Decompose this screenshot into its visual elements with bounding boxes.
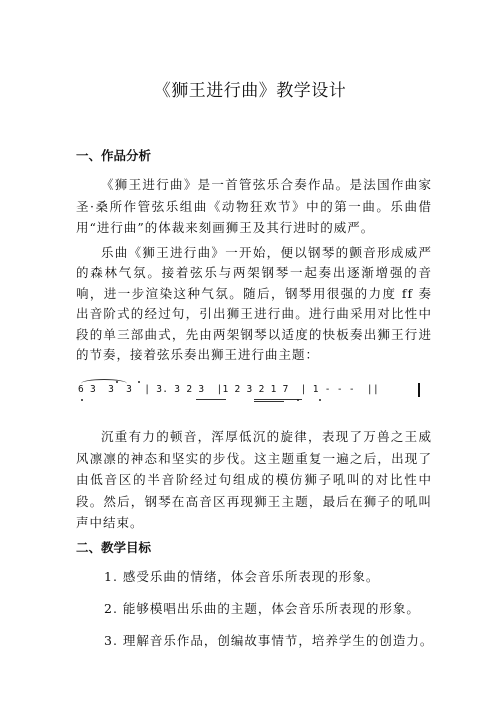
analysis-paragraph-3: 沉重有力的顿音，浑厚低沉的旋律，表现了万兽之王威风凛凛的神态和坚实的步伐。这主题重复一遍之后，出现了由低音区的半音阶经过句组成的模仿狮子吼叫的对比性中段。然后，钢琴在高音区再现狮王主题，最后在狮子的吼叫声中结束。 — [76, 429, 432, 531]
score-lower-octave-dot — [81, 399, 83, 401]
score-lower-octave-dot — [319, 399, 321, 401]
music-score-theme — [78, 378, 432, 404]
score-beam — [196, 399, 226, 400]
score-staccato-dot — [116, 381, 118, 383]
section-heading-objectives: 二、教学目标 — [76, 540, 152, 555]
score-final-barline — [418, 383, 420, 397]
score-staccato-dot — [138, 381, 140, 383]
objective-item-1: 1. 感受乐曲的情绪，体会音乐所表现的形象。 — [104, 569, 380, 584]
objective-item-2: 2. 能够模唱出乐曲的主题，体会音乐所表现的形象。 — [104, 601, 420, 616]
objective-item-3: 3. 理解音乐作品，创编故事情节，培养学生的创造力。 — [104, 633, 434, 648]
score-notation: 6 3 3 3 | 3. 3 2 3 |1 2 3 2 1 7 | 1 - - - || — [78, 384, 379, 395]
score-beam — [254, 399, 302, 400]
score-beam — [254, 401, 284, 402]
analysis-paragraph-1: 《狮王进行曲》是一首管弦乐合奏作品。是法国作曲家圣·桑所作管弦乐组曲《动物狂欢节》中的第一曲。乐曲借用“进行曲”的体裁来刻画狮王及其行进时的威严。 — [76, 177, 432, 236]
section-heading-analysis: 一、作品分析 — [76, 148, 152, 163]
document-title: 《狮王进行曲》教学设计 — [153, 81, 347, 101]
score-lower-octave-dot — [297, 399, 299, 401]
analysis-paragraph-2: 乐曲《狮王进行曲》一开始，便以钢琴的颤音形成威严的森林气氛。接着弦乐与两架钢琴一起奏出逐渐增强的音响，进一步渲染这种气氛。随后，钢琴用很强的力度 ff 奏出音阶式的经过句，引出狮王进行曲。进行曲采用对比性中段的单三部曲式，先由两架钢琴以适度的快板奏出狮王行进的节奏，接着弦乐奏出狮王进行曲主题： — [76, 245, 432, 363]
